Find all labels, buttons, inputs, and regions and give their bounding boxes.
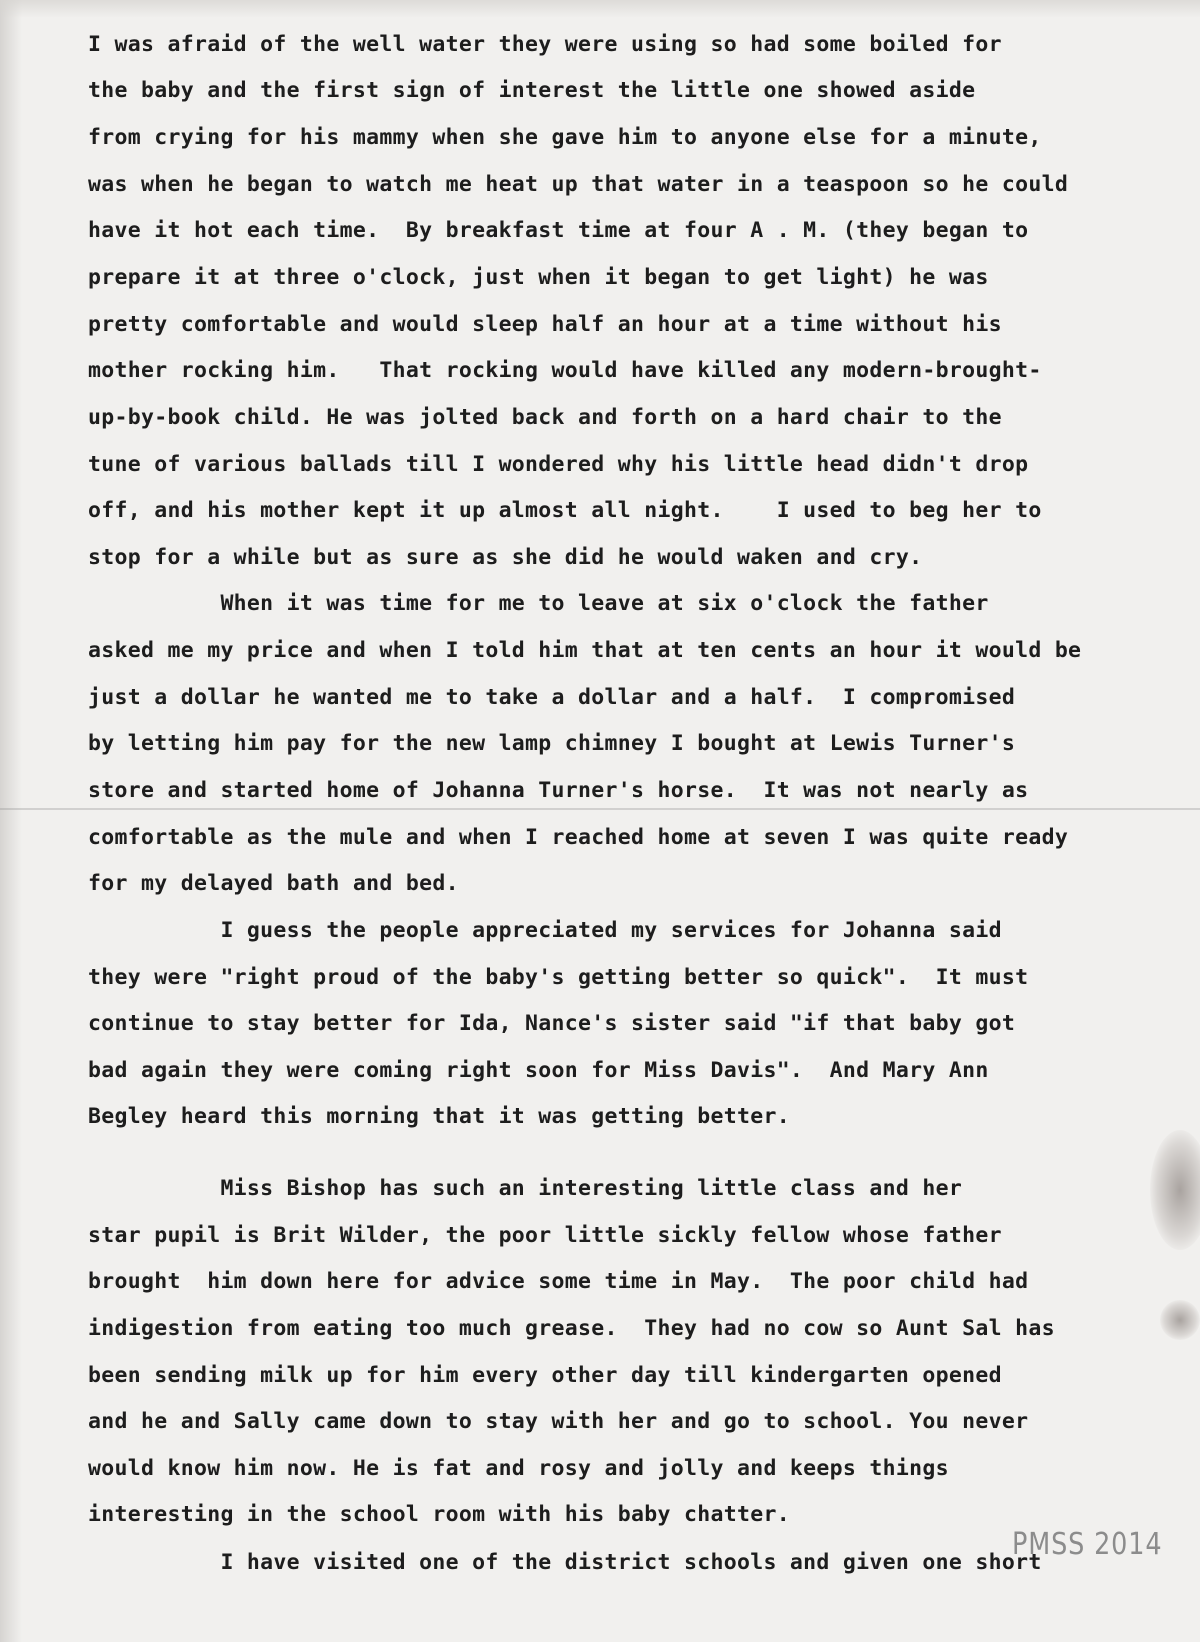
text-line: off, and his mother kept it up almost all night. I used to beg her to <box>88 498 1042 523</box>
text-line: would know him now. He is fat and rosy and jolly and keeps things <box>88 1456 949 1481</box>
text-line: continue to stay better for Ida, Nance's sister said "if that baby got <box>88 1011 1016 1036</box>
text-line: and he and Sally came down to stay with her and go to school. You never <box>88 1409 1029 1434</box>
text-line: just a dollar he wanted me to take a dollar and a half. I compromised <box>88 685 1016 710</box>
text-line: I was afraid of the well water they were using so had some boiled for <box>88 32 1002 57</box>
text-line: When it was time for me to leave at six o'clock the father <box>88 591 989 616</box>
text-line: asked me my price and when I told him that at ten cents an hour it would be <box>88 638 1082 663</box>
text-line: stop for a while but as sure as she did he would waken and cry. <box>88 545 923 570</box>
text-line: comfortable as the mule and when I reached home at seven I was quite ready <box>88 825 1069 850</box>
text-line: by letting him pay for the new lamp chimney I bought at Lewis Turner's <box>88 731 1016 756</box>
page-left-edge-shadow <box>0 0 22 1642</box>
text-line: brought him down here for advice some time in May. The poor child had <box>88 1269 1029 1294</box>
text-line: bad again they were coming right soon for Miss Davis". And Mary Ann <box>88 1058 989 1083</box>
text-line: from crying for his mammy when she gave him to anyone else for a minute, <box>88 125 1042 150</box>
text-line: up-by-book child. He was jolted back and forth on a hard chair to the <box>88 405 1002 430</box>
text-line: store and started home of Johanna Turner's horse. It was not nearly as <box>88 778 1029 803</box>
text-line: Begley heard this morning that it was getting better. <box>88 1104 790 1129</box>
text-line: Miss Bishop has such an interesting little class and her <box>88 1176 963 1201</box>
text-line: I guess the people appreciated my services for Johanna said <box>88 918 1002 943</box>
page-edge-shadow <box>0 0 1200 18</box>
text-line: pretty comfortable and would sleep half an hour at a time without his <box>88 312 1002 337</box>
text-line: interesting in the school room with his baby chatter. <box>88 1502 790 1527</box>
text-line: tune of various ballads till I wondered why his little head didn't drop <box>88 452 1029 477</box>
water-stain <box>1150 1130 1200 1250</box>
text-line: for my delayed bath and bed. <box>88 871 459 896</box>
text-line: I have visited one of the district schools and given one short <box>88 1550 1042 1575</box>
text-line: have it hot each time. By breakfast time at four A . M. (they began to <box>88 218 1029 243</box>
text-line: the baby and the first sign of interest the little one showed aside <box>88 78 976 103</box>
text-line: prepare it at three o'clock, just when it began to get light) he was <box>88 265 989 290</box>
text-line: star pupil is Brit Wilder, the poor little sickly fellow whose father <box>88 1223 1002 1248</box>
water-stain-small <box>1160 1300 1200 1340</box>
text-line: they were "right proud of the baby's getting better so quick". It must <box>88 965 1029 990</box>
text-line: was when he began to watch me heat up that water in a teaspoon so he could <box>88 172 1069 197</box>
fold-crease <box>0 808 1200 810</box>
watermark-label: PMSS 2014 <box>1012 1527 1163 1562</box>
text-line: mother rocking him. That rocking would have killed any modern-brought- <box>88 358 1042 383</box>
text-line: indigestion from eating too much grease. They had no cow so Aunt Sal has <box>88 1316 1055 1341</box>
text-line: been sending milk up for him every other day till kindergarten opened <box>88 1363 1002 1388</box>
